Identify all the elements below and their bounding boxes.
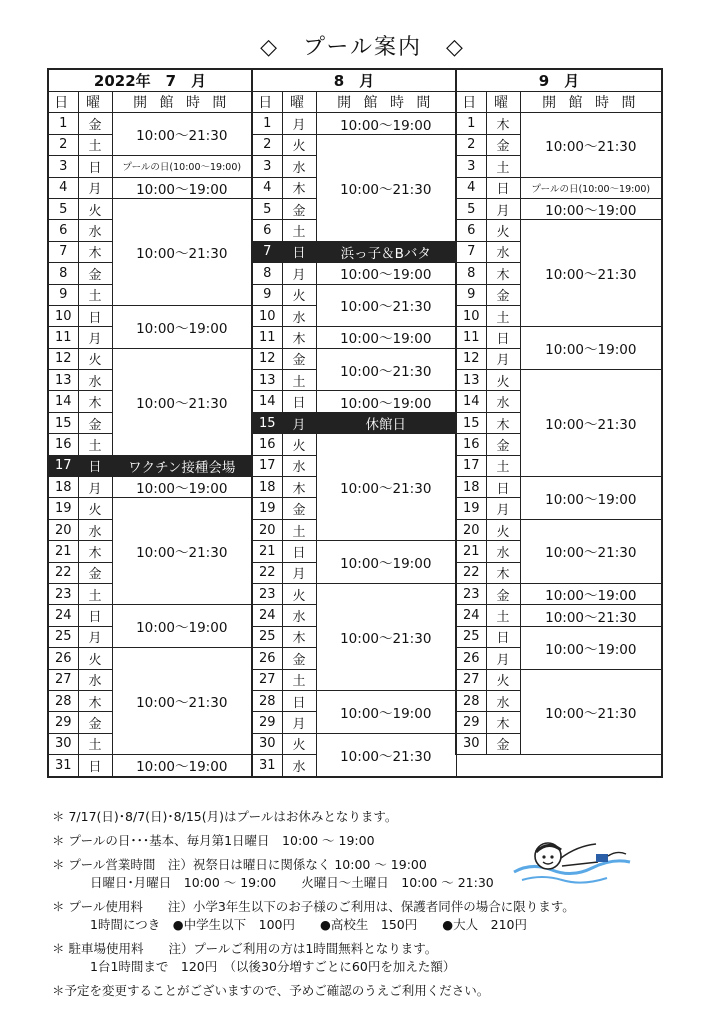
- july-weekday: 金: [78, 412, 112, 433]
- august-weekday: 月: [282, 263, 316, 284]
- august-day-number: 10: [252, 305, 282, 326]
- july-weekday: 日: [78, 156, 112, 177]
- september-day-number: 12: [456, 348, 486, 369]
- july-hours-cell: ワクチン接種会場: [112, 455, 252, 476]
- september-hours-cell: 10:00～19:00: [520, 477, 662, 520]
- august-day-number: 19: [252, 498, 282, 519]
- note-pool-day-text: ＊ プールの日･･･基本、毎月第1日曜日 10:00 ～ 19:00: [52, 833, 375, 848]
- august-hours-cell: 10:00～21:30: [316, 434, 456, 541]
- september-day-number: 16: [456, 434, 486, 455]
- note-fee-line2: 1時間につき ●中学生以下 100円 ●高校生 150円 ●大人 210円: [90, 917, 528, 932]
- august-day-number: 24: [252, 605, 282, 626]
- september-hours-cell: 10:00～21:30: [520, 370, 662, 477]
- september-weekday: 金: [486, 583, 520, 604]
- august-day-number: 2: [252, 134, 282, 155]
- september-day-number: 20: [456, 519, 486, 540]
- august-day-number: 17: [252, 455, 282, 476]
- september-day-number: 8: [456, 263, 486, 284]
- august-weekday: 土: [282, 669, 316, 690]
- august-weekday: 火: [282, 284, 316, 305]
- august-weekday: 水: [282, 605, 316, 626]
- august-weekday: 土: [282, 370, 316, 391]
- july-day-number: 7: [48, 241, 78, 262]
- august-weekday: 金: [282, 348, 316, 369]
- september-day-number: 5: [456, 198, 486, 219]
- july-day-number: 9: [48, 284, 78, 305]
- header-weekday: 曜: [282, 92, 316, 113]
- note-parking: [52, 940, 682, 976]
- july-weekday: 土: [78, 134, 112, 155]
- september-day-number: 29: [456, 712, 486, 733]
- july-weekday: 日: [78, 455, 112, 476]
- september-weekday: 土: [486, 305, 520, 326]
- august-weekday: 水: [282, 305, 316, 326]
- september-day-number: 1: [456, 113, 486, 134]
- september-hours-cell: 10:00～19:00: [520, 583, 662, 604]
- july-weekday: 木: [78, 541, 112, 562]
- september-day-number: 11: [456, 327, 486, 348]
- september-day-number: 10: [456, 305, 486, 326]
- september-day-number: 3: [456, 156, 486, 177]
- note-closed-text: ＊ 7/17(日)･8/7(日)･8/15(月)はプールはお休みとなります。: [52, 809, 398, 824]
- september-weekday: 木: [486, 263, 520, 284]
- july-hours-cell: プールの日(10:00～19:00): [112, 156, 252, 177]
- september-weekday: 木: [486, 113, 520, 134]
- july-weekday: 水: [78, 220, 112, 241]
- august-day-number: 15: [252, 412, 282, 433]
- july-day-number: 15: [48, 412, 78, 433]
- august-day-number: 18: [252, 477, 282, 498]
- september-weekday: 水: [486, 241, 520, 262]
- july-day-number: 27: [48, 669, 78, 690]
- july-day-number: 12: [48, 348, 78, 369]
- august-weekday: 金: [282, 498, 316, 519]
- september-weekday: 土: [486, 605, 520, 626]
- august-day-number: 14: [252, 391, 282, 412]
- august-day-number: 13: [252, 370, 282, 391]
- september-weekday: 日: [486, 477, 520, 498]
- header-day: 日: [456, 92, 486, 113]
- header-hours: 開 館 時 間: [316, 92, 456, 113]
- july-weekday: 月: [78, 626, 112, 647]
- august-weekday: 木: [282, 626, 316, 647]
- august-day-number: 22: [252, 562, 282, 583]
- note-parking-line1: ＊ 駐車場使用料 注）プールご利用の方は1時間無料となります。: [52, 941, 438, 956]
- august-weekday: 木: [282, 327, 316, 348]
- july-day-number: 1: [48, 113, 78, 134]
- september-weekday: 金: [486, 733, 520, 754]
- july-weekday: 水: [78, 669, 112, 690]
- empty-cell: [456, 755, 662, 777]
- september-weekday: 水: [486, 690, 520, 711]
- september-hours-cell: プールの日(10:00～19:00): [520, 177, 662, 198]
- july-weekday: 日: [78, 755, 112, 777]
- header-hours: 開 館 時 間: [520, 92, 662, 113]
- note-parking-line2: 1台1時間まで 120円 （以後30分増すごとに60円を加えた額）: [90, 959, 456, 974]
- july-day-number: 24: [48, 605, 78, 626]
- july-hours-cell: 10:00～21:30: [112, 498, 252, 605]
- note-pool-day: [52, 832, 682, 850]
- note-hours-line2: 日曜日･月曜日 10:00 ～ 19:00 火曜日～土曜日 10:00 ～ 21:30: [90, 875, 494, 890]
- july-weekday: 火: [78, 498, 112, 519]
- september-weekday: 金: [486, 134, 520, 155]
- august-weekday: 金: [282, 198, 316, 219]
- month-july: 2022年 7 月: [48, 69, 252, 92]
- july-weekday: 金: [78, 712, 112, 733]
- august-hours-cell: 10:00～19:00: [316, 327, 456, 348]
- header-weekday: 曜: [486, 92, 520, 113]
- august-day-number: 26: [252, 648, 282, 669]
- august-weekday: 日: [282, 391, 316, 412]
- september-hours-cell: 10:00～21:30: [520, 605, 662, 626]
- july-day-number: 29: [48, 712, 78, 733]
- july-weekday: 火: [78, 348, 112, 369]
- header-hours: 開 館 時 間: [112, 92, 252, 113]
- august-day-number: 7: [252, 241, 282, 262]
- august-hours-cell: 10:00～19:00: [316, 113, 456, 134]
- august-weekday: 日: [282, 690, 316, 711]
- day-row: [48, 113, 662, 134]
- september-weekday: 火: [486, 220, 520, 241]
- month-row: [48, 69, 662, 92]
- august-hours-cell: 10:00～19:00: [316, 541, 456, 584]
- august-weekday: 月: [282, 562, 316, 583]
- september-day-number: 28: [456, 690, 486, 711]
- note-fee: [52, 898, 682, 934]
- july-hours-cell: 10:00～19:00: [112, 477, 252, 498]
- september-hours-cell: 10:00～21:30: [520, 113, 662, 177]
- july-day-number: 31: [48, 755, 78, 777]
- september-day-number: 2: [456, 134, 486, 155]
- july-hours-cell: 10:00～19:00: [112, 605, 252, 648]
- august-day-number: 3: [252, 156, 282, 177]
- august-hours-cell: 10:00～21:30: [316, 583, 456, 690]
- september-day-number: 7: [456, 241, 486, 262]
- august-weekday: 土: [282, 220, 316, 241]
- august-hours-cell: 10:00～21:30: [316, 733, 456, 776]
- august-day-number: 11: [252, 327, 282, 348]
- july-weekday: 日: [78, 305, 112, 326]
- september-day-number: 24: [456, 605, 486, 626]
- august-weekday: 月: [282, 113, 316, 134]
- september-day-number: 18: [456, 477, 486, 498]
- august-weekday: 日: [282, 241, 316, 262]
- july-weekday: 金: [78, 263, 112, 284]
- september-weekday: 木: [486, 412, 520, 433]
- july-hours-cell: 10:00～21:30: [112, 348, 252, 455]
- august-day-number: 25: [252, 626, 282, 647]
- september-hours-cell: 10:00～19:00: [520, 198, 662, 219]
- july-day-number: 23: [48, 583, 78, 604]
- august-hours-cell: 10:00～21:30: [316, 348, 456, 391]
- august-day-number: 23: [252, 583, 282, 604]
- july-weekday: 土: [78, 733, 112, 754]
- august-day-number: 1: [252, 113, 282, 134]
- august-weekday: 土: [282, 519, 316, 540]
- august-weekday: 日: [282, 541, 316, 562]
- september-hours-cell: 10:00～19:00: [520, 327, 662, 370]
- august-weekday: 火: [282, 733, 316, 754]
- august-day-number: 21: [252, 541, 282, 562]
- note-change: [52, 982, 682, 1000]
- note-fee-line1: ＊ プール使用料 注）小学3年生以下のお子様のご利用は、保護者同伴の場合に限ります。: [52, 899, 575, 914]
- september-weekday: 月: [486, 348, 520, 369]
- september-day-number: 21: [456, 541, 486, 562]
- july-weekday: 日: [78, 605, 112, 626]
- august-hours-cell: 10:00～19:00: [316, 391, 456, 412]
- july-day-number: 30: [48, 733, 78, 754]
- july-hours-cell: 10:00～19:00: [112, 177, 252, 198]
- august-weekday: 火: [282, 434, 316, 455]
- page-title: ◇ プール案内 ◇: [260, 35, 465, 60]
- august-hours-cell: 10:00～21:30: [316, 134, 456, 241]
- july-day-number: 14: [48, 391, 78, 412]
- august-hours-cell: 10:00～19:00: [316, 690, 456, 733]
- july-hours-cell: 10:00～21:30: [112, 198, 252, 305]
- september-weekday: 火: [486, 370, 520, 391]
- note-change-text: ＊予定を変更することがございますので、予めご確認のうえご利用ください。: [52, 983, 490, 998]
- september-hours-cell: 10:00～21:30: [520, 519, 662, 583]
- september-day-number: 4: [456, 177, 486, 198]
- august-day-number: 6: [252, 220, 282, 241]
- july-day-number: 28: [48, 690, 78, 711]
- august-weekday: 月: [282, 712, 316, 733]
- july-weekday: 土: [78, 434, 112, 455]
- september-weekday: 木: [486, 712, 520, 733]
- august-hours-cell: 10:00～21:30: [316, 284, 456, 327]
- september-weekday: 月: [486, 498, 520, 519]
- september-weekday: 木: [486, 562, 520, 583]
- july-day-number: 20: [48, 519, 78, 540]
- august-day-number: 5: [252, 198, 282, 219]
- august-weekday: 木: [282, 177, 316, 198]
- note-closed-days: [52, 808, 682, 826]
- september-weekday: 水: [486, 541, 520, 562]
- july-day-number: 13: [48, 370, 78, 391]
- august-day-number: 28: [252, 690, 282, 711]
- july-day-number: 21: [48, 541, 78, 562]
- september-day-number: 23: [456, 583, 486, 604]
- header-weekday: 曜: [78, 92, 112, 113]
- august-day-number: 29: [252, 712, 282, 733]
- july-day-number: 19: [48, 498, 78, 519]
- september-day-number: 19: [456, 498, 486, 519]
- september-day-number: 27: [456, 669, 486, 690]
- august-hours-cell: 休館日: [316, 412, 456, 433]
- july-day-number: 26: [48, 648, 78, 669]
- july-day-number: 3: [48, 156, 78, 177]
- september-weekday: 月: [486, 648, 520, 669]
- july-day-number: 22: [48, 562, 78, 583]
- august-day-number: 31: [252, 755, 282, 777]
- july-weekday: 水: [78, 519, 112, 540]
- august-day-number: 27: [252, 669, 282, 690]
- notes-section: [52, 808, 682, 1006]
- august-day-number: 8: [252, 263, 282, 284]
- july-day-number: 8: [48, 263, 78, 284]
- july-weekday: 月: [78, 177, 112, 198]
- august-day-number: 12: [252, 348, 282, 369]
- july-weekday: 水: [78, 370, 112, 391]
- month-september: 9 月: [456, 69, 662, 92]
- july-weekday: 木: [78, 241, 112, 262]
- august-day-number: 9: [252, 284, 282, 305]
- july-weekday: 土: [78, 284, 112, 305]
- september-day-number: 9: [456, 284, 486, 305]
- september-hours-cell: 10:00～21:30: [520, 220, 662, 327]
- september-weekday: 日: [486, 626, 520, 647]
- july-hours-cell: 10:00～19:00: [112, 755, 252, 777]
- september-weekday: 金: [486, 434, 520, 455]
- august-day-number: 16: [252, 434, 282, 455]
- july-day-number: 2: [48, 134, 78, 155]
- august-day-number: 4: [252, 177, 282, 198]
- september-day-number: 30: [456, 733, 486, 754]
- september-day-number: 15: [456, 412, 486, 433]
- july-weekday: 土: [78, 583, 112, 604]
- july-day-number: 16: [48, 434, 78, 455]
- september-weekday: 土: [486, 455, 520, 476]
- september-weekday: 日: [486, 177, 520, 198]
- month-august: 8 月: [252, 69, 456, 92]
- september-weekday: 水: [486, 391, 520, 412]
- note-hours: [52, 856, 682, 892]
- july-day-number: 11: [48, 327, 78, 348]
- september-weekday: 日: [486, 327, 520, 348]
- august-weekday: 金: [282, 648, 316, 669]
- september-day-number: 22: [456, 562, 486, 583]
- september-weekday: 火: [486, 669, 520, 690]
- july-day-number: 17: [48, 455, 78, 476]
- september-weekday: 金: [486, 284, 520, 305]
- august-weekday: 水: [282, 455, 316, 476]
- august-weekday: 水: [282, 156, 316, 177]
- schedule-table: [47, 68, 663, 778]
- september-day-number: 26: [456, 648, 486, 669]
- july-hours-cell: 10:00～19:00: [112, 305, 252, 348]
- header-row: [48, 92, 662, 113]
- july-weekday: 月: [78, 477, 112, 498]
- july-weekday: 月: [78, 327, 112, 348]
- july-day-number: 25: [48, 626, 78, 647]
- august-weekday: 火: [282, 134, 316, 155]
- july-hours-cell: 10:00～21:30: [112, 648, 252, 755]
- september-weekday: 土: [486, 156, 520, 177]
- september-weekday: 火: [486, 519, 520, 540]
- july-weekday: 木: [78, 690, 112, 711]
- august-day-number: 20: [252, 519, 282, 540]
- august-weekday: 月: [282, 412, 316, 433]
- july-day-number: 6: [48, 220, 78, 241]
- september-day-number: 13: [456, 370, 486, 391]
- july-weekday: 金: [78, 562, 112, 583]
- header-day: 日: [48, 92, 78, 113]
- july-weekday: 火: [78, 648, 112, 669]
- july-weekday: 木: [78, 391, 112, 412]
- september-hours-cell: 10:00～21:30: [520, 669, 662, 755]
- september-weekday: 月: [486, 198, 520, 219]
- august-weekday: 木: [282, 477, 316, 498]
- note-hours-line1: ＊ プール営業時間 注）祝祭日は曜日に関係なく 10:00 ～ 19:00: [52, 857, 427, 872]
- july-hours-cell: 10:00～21:30: [112, 113, 252, 156]
- july-day-number: 5: [48, 198, 78, 219]
- header-day: 日: [252, 92, 282, 113]
- july-day-number: 18: [48, 477, 78, 498]
- august-weekday: 水: [282, 755, 316, 777]
- september-day-number: 25: [456, 626, 486, 647]
- august-weekday: 火: [282, 583, 316, 604]
- august-hours-cell: 浜っ子＆Bバタ: [316, 241, 456, 262]
- august-hours-cell: 10:00～19:00: [316, 263, 456, 284]
- july-day-number: 4: [48, 177, 78, 198]
- august-day-number: 30: [252, 733, 282, 754]
- july-day-number: 10: [48, 305, 78, 326]
- july-weekday: 火: [78, 198, 112, 219]
- september-day-number: 6: [456, 220, 486, 241]
- september-hours-cell: 10:00～19:00: [520, 626, 662, 669]
- july-weekday: 金: [78, 113, 112, 134]
- september-day-number: 17: [456, 455, 486, 476]
- september-day-number: 14: [456, 391, 486, 412]
